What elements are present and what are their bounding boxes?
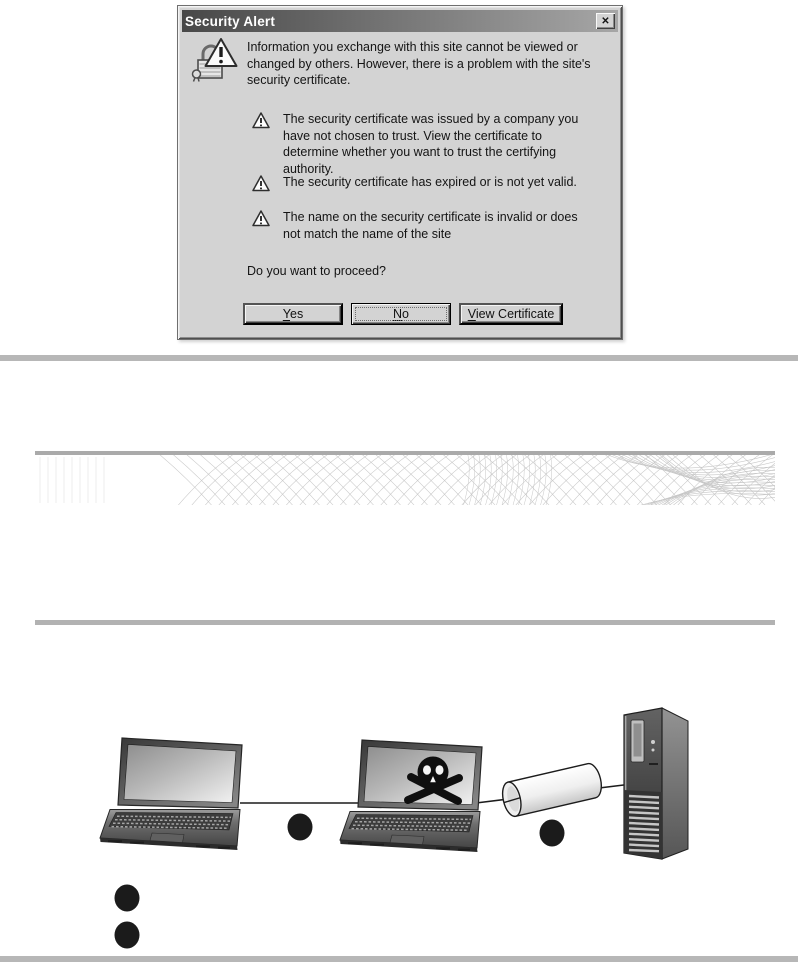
legend-dot-2 — [115, 922, 140, 949]
warning-text: The security certificate has expired or is not yet valid. — [283, 175, 577, 189]
wireframe-mesh-band — [35, 455, 775, 505]
warning-item — [252, 209, 596, 242]
warning-item — [252, 174, 596, 192]
callout-dot-2 — [540, 820, 565, 847]
page-bottom-bar — [0, 956, 798, 962]
yes-button[interactable] — [243, 303, 343, 325]
mitm-attack-diagram — [0, 640, 798, 960]
no-button-label: No — [393, 307, 409, 321]
view-certificate-button-label: View Certificate — [467, 307, 555, 321]
warning-text: The name on the security certificate is invalid or does not match the name of the site — [283, 210, 578, 241]
dialog-message: Information you exchange with this site cannot be viewed or changed by others. However, there is a problem with the site's security certificate. — [247, 40, 591, 87]
section-divider-bar — [35, 620, 775, 625]
callout-dot-1 — [288, 814, 313, 841]
security-alert-dialog — [177, 5, 623, 340]
warning-item — [252, 111, 596, 177]
legend-dot-1 — [115, 885, 140, 912]
client-laptop-icon — [100, 738, 242, 850]
security-lock-warning-icon — [190, 37, 238, 85]
warning-icon — [252, 210, 270, 227]
attacker-laptop-icon — [340, 740, 482, 852]
proceed-question: Do you want to proceed? — [247, 264, 386, 278]
mesh-graphic — [35, 455, 775, 505]
close-icon[interactable]: ✕ — [596, 13, 615, 29]
secure-tunnel-icon — [500, 762, 605, 818]
warning-text: The security certificate was issued by a company you have not chosen to trust. View the certificate to determine whether you want to trust the certifying authority. — [283, 112, 579, 176]
yes-button-label: Yes — [282, 307, 304, 321]
dialog-title: Security Alert — [185, 13, 276, 29]
section-divider-bar — [0, 355, 798, 361]
warning-icon — [252, 175, 270, 192]
dialog-titlebar[interactable] — [182, 10, 618, 32]
warning-icon — [252, 112, 270, 129]
server-tower-icon — [624, 708, 688, 859]
view-certificate-button[interactable] — [459, 303, 563, 325]
no-button[interactable] — [351, 303, 451, 325]
